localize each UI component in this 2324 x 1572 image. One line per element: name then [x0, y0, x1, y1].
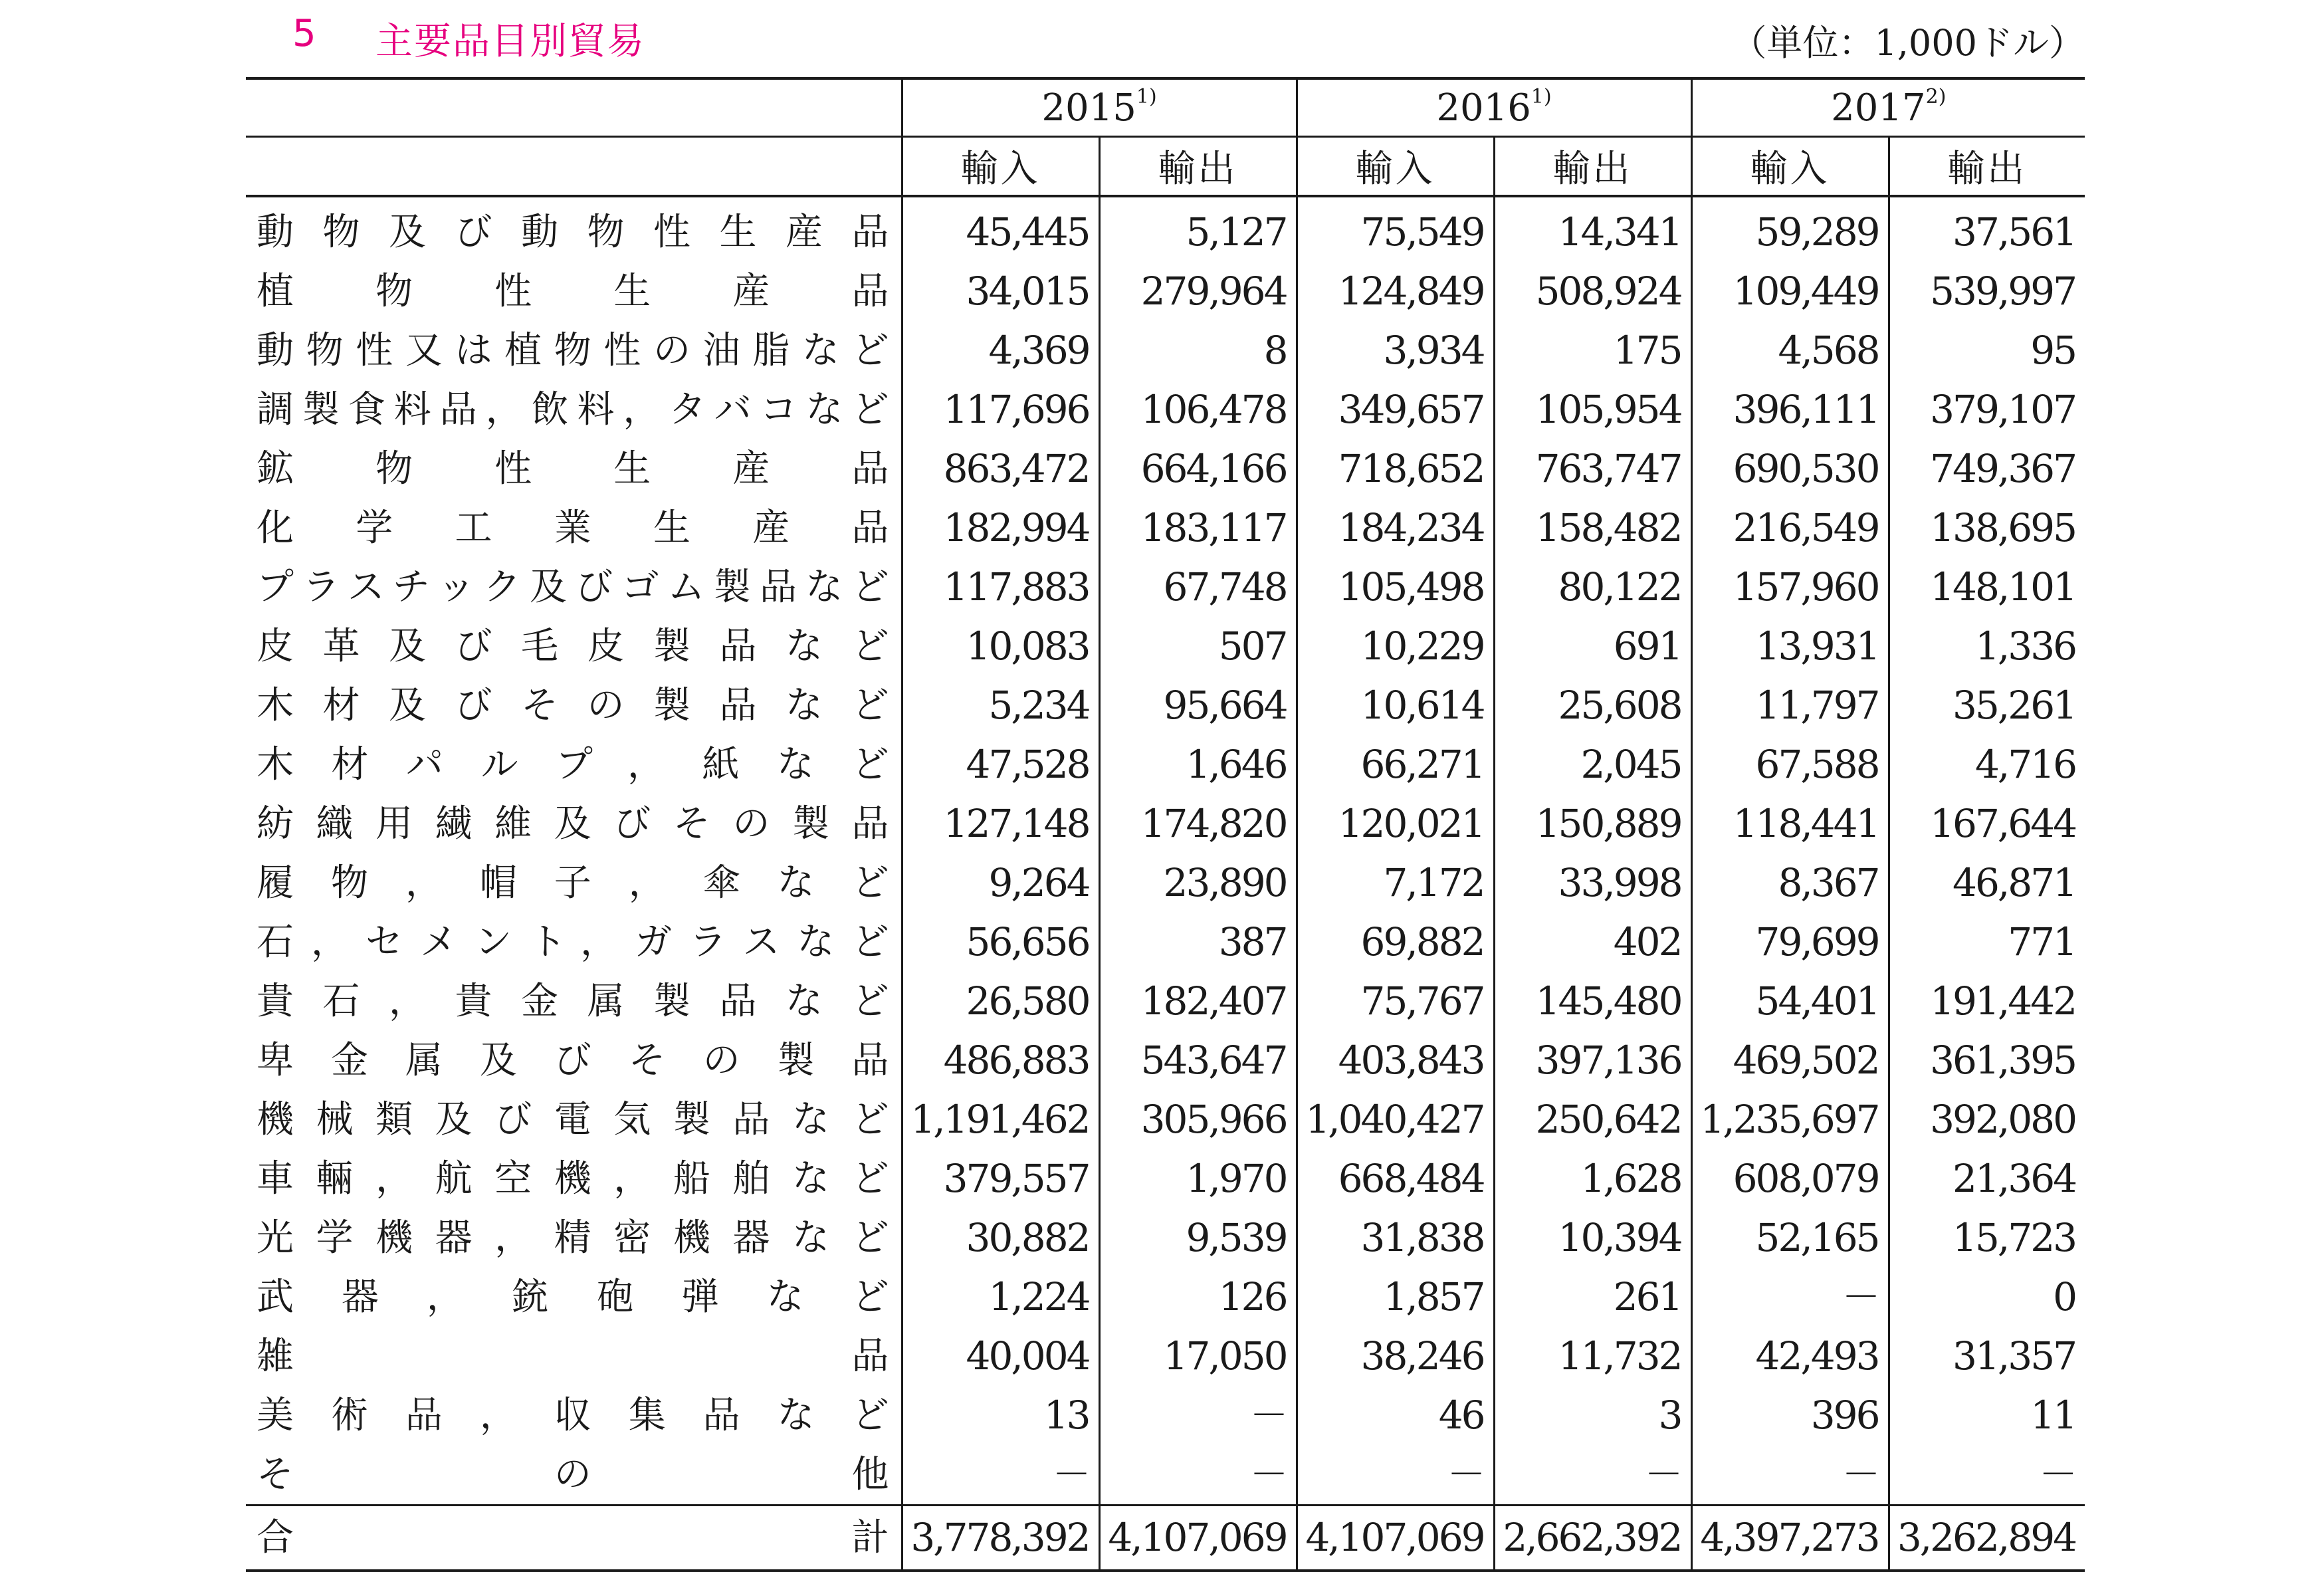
cell-value: 402: [1494, 913, 1691, 972]
cell-value: 105,498: [1297, 558, 1494, 617]
cell-value: 21,364: [1889, 1149, 2085, 1208]
cell-value: 3,934: [1297, 321, 1494, 380]
cell-value: 3,262,894: [1889, 1506, 2085, 1571]
col-header-export: 輸出: [1889, 137, 2085, 197]
cell-value: 392,080: [1889, 1090, 2085, 1149]
cell-value: 3: [1494, 1386, 1691, 1445]
cell-value: 261: [1494, 1268, 1691, 1327]
cell-value: 182,407: [1099, 972, 1297, 1031]
cell-value: 1,857: [1297, 1268, 1494, 1327]
trade-table: [246, 77, 2085, 1572]
cell-value: 46,871: [1889, 853, 2085, 913]
row-label: 雑品: [257, 1335, 889, 1378]
cell-value: 396,111: [1691, 380, 1889, 439]
cell-value: 45,445: [902, 196, 1099, 262]
table-row: [246, 1445, 2085, 1506]
cell-value: 718,652: [1297, 439, 1494, 499]
cell-value: 250,642: [1494, 1090, 1691, 1149]
cell-value: 771: [1889, 913, 2085, 972]
cell-value: 2,045: [1494, 735, 1691, 794]
row-label: 車輛，航空機，船舶など: [257, 1157, 889, 1200]
table-row: [246, 1386, 2085, 1445]
cell-value: 508,924: [1494, 262, 1691, 321]
year-label: 2017: [1831, 86, 1926, 130]
cell-value: 105,954: [1494, 380, 1691, 439]
cell-value: 379,557: [902, 1149, 1099, 1208]
cell-value: 1,191,462: [902, 1090, 1099, 1149]
cell-value: 138,695: [1889, 499, 2085, 558]
cell-value: 47,528: [902, 735, 1099, 794]
col-header-import: 輸入: [902, 137, 1099, 197]
cell-value: 4,107,069: [1297, 1506, 1494, 1571]
cell-value: 75,767: [1297, 972, 1494, 1031]
cell-value: 11,732: [1494, 1327, 1691, 1386]
table-row: [246, 913, 2085, 972]
cell-value: －: [902, 1445, 1099, 1506]
cell-value: 396: [1691, 1386, 1889, 1445]
row-label: 光学機器，精密機器など: [257, 1216, 889, 1260]
cell-value: －: [1297, 1445, 1494, 1506]
row-label: 機械類及び電気製品など: [257, 1098, 889, 1141]
cell-value: 120,021: [1297, 794, 1494, 853]
cell-value: 15,723: [1889, 1208, 2085, 1268]
cell-value: 124,849: [1297, 262, 1494, 321]
cell-value: 117,883: [902, 558, 1099, 617]
cell-value: 175: [1494, 321, 1691, 380]
cell-value: 33,998: [1494, 853, 1691, 913]
table-row: [246, 321, 2085, 380]
cell-value: 1,970: [1099, 1149, 1297, 1208]
cell-value: 486,883: [902, 1031, 1099, 1090]
cell-value: 749,367: [1889, 439, 2085, 499]
cell-value: 106,478: [1099, 380, 1297, 439]
cell-value: 664,166: [1099, 439, 1297, 499]
cell-value: －: [1889, 1445, 2085, 1506]
table-row: [246, 196, 2085, 262]
cell-value: 387: [1099, 913, 1297, 972]
cell-value: 54,401: [1691, 972, 1889, 1031]
cell-value: 118,441: [1691, 794, 1889, 853]
row-label: 動物及び動物性生産品: [257, 211, 889, 254]
cell-value: 1,224: [902, 1268, 1099, 1327]
cell-value: 150,889: [1494, 794, 1691, 853]
cell-value: －: [1691, 1268, 1889, 1327]
year-label: 2016: [1436, 86, 1531, 130]
cell-value: 305,966: [1099, 1090, 1297, 1149]
cell-value: 52,165: [1691, 1208, 1889, 1268]
section-number: 5: [292, 12, 316, 55]
cell-value: 182,994: [902, 499, 1099, 558]
table-row: [246, 1149, 2085, 1208]
row-label: 美術品，収集品など: [257, 1394, 889, 1437]
cell-value: 13: [902, 1386, 1099, 1445]
cell-value: 184,234: [1297, 499, 1494, 558]
cell-value: 95,664: [1099, 676, 1297, 735]
cell-value: 31,357: [1889, 1327, 2085, 1386]
row-label: その他: [257, 1453, 889, 1496]
cell-value: －: [1099, 1386, 1297, 1445]
cell-value: 67,748: [1099, 558, 1297, 617]
cell-value: 37,561: [1889, 196, 2085, 262]
cell-value: 7,172: [1297, 853, 1494, 913]
cell-value: 11,797: [1691, 676, 1889, 735]
cell-value: 469,502: [1691, 1031, 1889, 1090]
table-row: [246, 1031, 2085, 1090]
cell-value: 69,882: [1297, 913, 1494, 972]
cell-value: 379,107: [1889, 380, 2085, 439]
row-label: 動物性又は植物性の油脂など: [257, 329, 889, 372]
cell-value: 2,662,392: [1494, 1506, 1691, 1571]
cell-value: 4,369: [902, 321, 1099, 380]
cell-value: 403,843: [1297, 1031, 1494, 1090]
year-note: 2): [1925, 84, 1947, 108]
row-label: 卑金属及びその製品: [257, 1039, 889, 1082]
cell-value: 34,015: [902, 262, 1099, 321]
cell-value: 5,234: [902, 676, 1099, 735]
row-label: 石，セメント，ガラスなど: [257, 921, 889, 964]
col-header-export: 輸出: [1494, 137, 1691, 197]
cell-value: 174,820: [1099, 794, 1297, 853]
cell-value: 543,647: [1099, 1031, 1297, 1090]
row-label: 履物，帽子，傘など: [257, 861, 889, 905]
cell-value: －: [1691, 1445, 1889, 1506]
row-label: 貴石，貴金属製品など: [257, 980, 889, 1023]
table-row: [246, 499, 2085, 558]
cell-value: 8,367: [1691, 853, 1889, 913]
unit-note: （単位：1,000ドル）: [1731, 22, 2085, 64]
cell-value: 59,289: [1691, 196, 1889, 262]
cell-value: －: [1494, 1445, 1691, 1506]
cell-value: 30,882: [902, 1208, 1099, 1268]
cell-value: 690,530: [1691, 439, 1889, 499]
cell-value: 361,395: [1889, 1031, 2085, 1090]
cell-value: 191,442: [1889, 972, 2085, 1031]
table-row: [246, 794, 2085, 853]
year-header: [1691, 78, 2085, 137]
row-label: 植物性生産品: [257, 270, 889, 313]
row-label: 調製食料品，飲料，タバコなど: [257, 388, 889, 431]
cell-value: 40,004: [902, 1327, 1099, 1386]
cell-value: 8: [1099, 321, 1297, 380]
cell-value: 183,117: [1099, 499, 1297, 558]
cell-value: 127,148: [902, 794, 1099, 853]
cell-value: 3,778,392: [902, 1506, 1099, 1571]
table-row: [246, 972, 2085, 1031]
cell-value: 80,122: [1494, 558, 1691, 617]
row-label: 紡織用繊維及びその製品: [257, 802, 889, 845]
cell-value: 126: [1099, 1268, 1297, 1327]
table-row: [246, 1327, 2085, 1386]
row-label: 木材パルプ，紙など: [257, 743, 889, 786]
table-row: [246, 676, 2085, 735]
header-corner: [246, 78, 902, 137]
cell-value: －: [1099, 1445, 1297, 1506]
cell-value: 9,539: [1099, 1208, 1297, 1268]
section-title-text: 主要品目別貿易: [375, 20, 645, 63]
cell-value: 26,580: [902, 972, 1099, 1031]
table-row: [246, 735, 2085, 794]
year-header: [1297, 78, 1691, 137]
cell-value: 1,336: [1889, 617, 2085, 676]
cell-value: 31,838: [1297, 1208, 1494, 1268]
row-label: 武器，銃砲弾など: [257, 1276, 889, 1319]
cell-value: 66,271: [1297, 735, 1494, 794]
cell-value: 539,997: [1889, 262, 2085, 321]
table-row: [246, 380, 2085, 439]
cell-value: 5,127: [1099, 196, 1297, 262]
cell-value: 863,472: [902, 439, 1099, 499]
table-row: [246, 853, 2085, 913]
cell-value: 14,341: [1494, 196, 1691, 262]
table-row: [246, 1208, 2085, 1268]
col-header-export: 輸出: [1099, 137, 1297, 197]
year-header: [902, 78, 1297, 137]
cell-value: 1,628: [1494, 1149, 1691, 1208]
total-row: [246, 1506, 2085, 1571]
cell-value: 9,264: [902, 853, 1099, 913]
cell-value: 4,107,069: [1099, 1506, 1297, 1571]
cell-value: 67,588: [1691, 735, 1889, 794]
cell-value: 10,083: [902, 617, 1099, 676]
cell-value: 691: [1494, 617, 1691, 676]
cell-value: 4,397,273: [1691, 1506, 1889, 1571]
cell-value: 0: [1889, 1268, 2085, 1327]
cell-value: 148,101: [1889, 558, 2085, 617]
cell-value: 668,484: [1297, 1149, 1494, 1208]
cell-value: 35,261: [1889, 676, 2085, 735]
cell-value: 167,644: [1889, 794, 2085, 853]
cell-value: 4,568: [1691, 321, 1889, 380]
cell-value: 216,549: [1691, 499, 1889, 558]
cell-value: 145,480: [1494, 972, 1691, 1031]
cell-value: 1,646: [1099, 735, 1297, 794]
cell-value: 763,747: [1494, 439, 1691, 499]
table-row: [246, 1268, 2085, 1327]
row-label: 木材及びその製品など: [257, 684, 889, 727]
row-label: 合計: [246, 1506, 902, 1571]
header-corner: [246, 137, 902, 197]
cell-value: 25,608: [1494, 676, 1691, 735]
row-label: 皮革及び毛皮製品など: [257, 625, 889, 668]
table-row: [246, 439, 2085, 499]
cell-value: 42,493: [1691, 1327, 1889, 1386]
cell-value: 10,229: [1297, 617, 1494, 676]
cell-value: 397,136: [1494, 1031, 1691, 1090]
year-note: 1): [1136, 84, 1157, 108]
cell-value: 95: [1889, 321, 2085, 380]
cell-value: 1,040,427: [1297, 1090, 1494, 1149]
row-label: 化学工業生産品: [257, 506, 889, 550]
year-note: 1): [1531, 84, 1552, 108]
cell-value: 349,657: [1297, 380, 1494, 439]
cell-value: 23,890: [1099, 853, 1297, 913]
cell-value: 10,614: [1297, 676, 1494, 735]
cell-value: 109,449: [1691, 262, 1889, 321]
cell-value: 38,246: [1297, 1327, 1494, 1386]
cell-value: 75,549: [1297, 196, 1494, 262]
cell-value: 158,482: [1494, 499, 1691, 558]
cell-value: 46: [1297, 1386, 1494, 1445]
cell-value: 11: [1889, 1386, 2085, 1445]
cell-value: 1,235,697: [1691, 1090, 1889, 1149]
year-label: 2015: [1041, 86, 1136, 130]
cell-value: 56,656: [902, 913, 1099, 972]
table-row: [246, 617, 2085, 676]
cell-value: 279,964: [1099, 262, 1297, 321]
flow-header-row: [246, 137, 2085, 197]
cell-value: 4,716: [1889, 735, 2085, 794]
cell-value: 13,931: [1691, 617, 1889, 676]
table-row: [246, 1090, 2085, 1149]
table-row: [246, 558, 2085, 617]
year-header-row: [246, 78, 2085, 137]
row-label: 鉱物性生産品: [257, 447, 889, 491]
cell-value: 608,079: [1691, 1149, 1889, 1208]
cell-value: 10,394: [1494, 1208, 1691, 1268]
cell-value: 79,699: [1691, 913, 1889, 972]
col-header-import: 輸入: [1297, 137, 1494, 197]
table-row: [246, 262, 2085, 321]
cell-value: 17,050: [1099, 1327, 1297, 1386]
cell-value: 117,696: [902, 380, 1099, 439]
col-header-import: 輸入: [1691, 137, 1889, 197]
cell-value: 507: [1099, 617, 1297, 676]
row-label: プラスチック及びゴム製品など: [257, 566, 889, 609]
cell-value: 157,960: [1691, 558, 1889, 617]
